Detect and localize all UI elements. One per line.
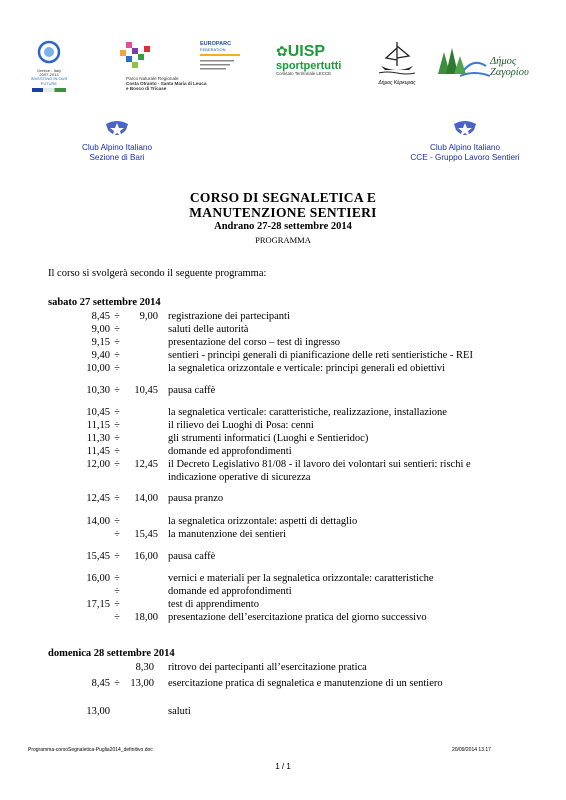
club-left-line1: Club Alpino Italiano xyxy=(81,143,153,152)
europarc-stars-icon xyxy=(200,52,240,74)
time-separator: ÷ xyxy=(114,407,120,418)
intro-text: Il corso si svolgerà secondo il seguente programma: xyxy=(48,268,267,279)
start-time: 9,00 xyxy=(91,324,110,335)
zagori-logo xyxy=(430,44,540,90)
activity-description: saluti xyxy=(168,706,191,717)
activity-description: test di apprendimento xyxy=(168,599,259,610)
time-separator: ÷ xyxy=(114,599,120,610)
kerkyra-logo xyxy=(372,40,422,92)
activity-description: pausa caffè xyxy=(168,385,216,396)
time-separator: ÷ xyxy=(114,586,120,597)
start-time: 11,45 xyxy=(86,446,110,457)
time-separator: ÷ xyxy=(114,446,120,457)
time-separator: ÷ xyxy=(114,551,120,562)
europarc-line2: FEDERATION xyxy=(200,46,226,52)
end-time: 14,00 xyxy=(134,493,158,504)
title-line1: CORSO DI SEGNALETICA E xyxy=(189,190,377,205)
club-left-line2: Sezione di Bari xyxy=(89,152,145,162)
activity-description: domande ed approfondimenti xyxy=(168,446,292,457)
end-time: 9,00 xyxy=(139,311,158,322)
activity-description: esercitazione pratica di segnaletica e manutenzione di un sentiero xyxy=(168,678,443,689)
activity-description: la segnaletica orizzontale e verticale: principi generali ed obiettivi xyxy=(168,363,445,374)
activity-description: registrazione dei partecipanti xyxy=(168,311,290,322)
time-separator: ÷ xyxy=(114,573,120,584)
start-time: 14,00 xyxy=(86,516,110,527)
start-time: 10,45 xyxy=(86,407,110,418)
club-right-line2: CCE - Gruppo Lavoro Sentieri xyxy=(410,152,520,162)
europarc-line1: EUROPARC xyxy=(200,41,232,47)
interreg-line2: 2007-2013 xyxy=(39,72,59,78)
subtitle-programma: PROGRAMMA xyxy=(255,235,311,245)
interreg-swirl-icon xyxy=(26,40,72,64)
time-separator: ÷ xyxy=(114,493,120,504)
interreg-logo xyxy=(26,40,72,96)
footer-filename: Programma-corsoSegnaletica-Puglia2014_definitivo.doc xyxy=(28,747,153,753)
activity-description: domande ed approfondimenti xyxy=(168,586,292,597)
landscape-icon xyxy=(430,44,492,82)
ship-icon xyxy=(377,40,417,76)
time-separator: ÷ xyxy=(114,459,120,470)
start-time: 10,00 xyxy=(86,363,110,374)
cai-emblem-icon xyxy=(104,118,130,140)
activity-description: ritrovo dei partecipanti all’esercitazione pratica xyxy=(168,662,367,673)
uisp-line1: UISP xyxy=(287,43,326,60)
uisp-line3: Comitato Territoriale LECCE xyxy=(276,71,332,77)
activity-description: indicazione operative di sicurezza xyxy=(168,472,311,483)
end-time: 10,45 xyxy=(134,385,158,396)
time-separator: ÷ xyxy=(114,420,120,431)
club-header-left xyxy=(62,118,172,163)
activity-description: pausa caffè xyxy=(168,551,216,562)
club-right-line1: Club Alpino Italiano xyxy=(429,143,501,152)
title-line2: MANUTENZIONE SENTIERI xyxy=(189,205,377,220)
uisp-line2: sportpertutti xyxy=(276,59,342,72)
time-separator: ÷ xyxy=(114,612,120,623)
parco-logo xyxy=(118,42,208,98)
europarc-logo xyxy=(200,42,260,82)
activity-description: il rilievo dei Luoghi di Posa: cenni xyxy=(168,420,314,431)
time-separator: ÷ xyxy=(114,385,120,396)
start-time: 11,15 xyxy=(86,420,110,431)
day-label: sabato 27 settembre 2014 xyxy=(48,297,161,308)
time-separator: ÷ xyxy=(114,529,120,540)
start-time: 9,15 xyxy=(91,337,110,348)
start-time: 15,45 xyxy=(86,551,110,562)
footer-timestamp: 20/09/2014 13.17 xyxy=(452,747,491,753)
start-time: 9,40 xyxy=(91,350,110,361)
activity-description: il Decreto Legislativo 81/08 - il lavoro dei volontari sui sentieri: rischi e xyxy=(168,459,471,470)
end-time: 15,45 xyxy=(134,529,158,540)
parco-mosaic-icon xyxy=(118,42,152,72)
end-time: 16,00 xyxy=(134,551,158,562)
kerkyra-caption: Δήμος Κέρκυρας xyxy=(378,80,416,86)
uisp-logo xyxy=(276,44,356,86)
parco-line1: Parco Naturale Regionale xyxy=(126,76,179,81)
start-time: 8,45 xyxy=(91,678,110,689)
end-time: 12,45 xyxy=(134,459,158,470)
interreg-line1: Greece - Italy xyxy=(36,68,61,73)
activity-description: vernici e materiali per la segnaletica orizzontale: caratteristiche xyxy=(168,573,434,584)
parco-line3: e Bosco di Tricase xyxy=(126,85,167,91)
activity-description: la segnaletica verticale: caratteristiche, realizzazione, installazione xyxy=(168,407,447,418)
start-time: 13,00 xyxy=(86,706,110,717)
activity-description: sentieri - principi generali di pianificazione delle reti sentieristiche - REI xyxy=(168,350,473,361)
time-separator: ÷ xyxy=(114,337,120,348)
activity-description: saluti delle autorità xyxy=(168,324,249,335)
start-time: 16,00 xyxy=(86,573,110,584)
activity-description: la segnaletica orizzontale: aspetti di dettaglio xyxy=(168,516,358,527)
day-label: domenica 28 settembre 2014 xyxy=(48,648,175,659)
zagori-caption: Δήμος Ζαγορίου xyxy=(490,56,529,79)
time-separator: ÷ xyxy=(114,678,120,689)
eu-flag-strip xyxy=(32,88,66,92)
end-time: 18,00 xyxy=(134,612,158,623)
activity-description: pausa pranzo xyxy=(168,493,224,504)
club-header-right xyxy=(385,118,545,163)
date-line: Andrano 27-28 settembre 2014 xyxy=(214,221,352,232)
time-separator: ÷ xyxy=(114,350,120,361)
time-separator: ÷ xyxy=(114,433,120,444)
start-time: 12,45 xyxy=(86,493,110,504)
start-time: 12,00 xyxy=(86,459,110,470)
time-separator: ÷ xyxy=(114,324,120,335)
start-time: 8,45 xyxy=(91,311,110,322)
time-separator: ÷ xyxy=(114,363,120,374)
activity-description: presentazione dell’esercitazione pratica del giorno successivo xyxy=(168,612,427,623)
activity-description: gli strumenti informatici (Luoghi e Sentieridoc) xyxy=(168,433,369,444)
time-separator: ÷ xyxy=(114,516,120,527)
time-separator: ÷ xyxy=(114,311,120,322)
end-time: 8,30 xyxy=(135,662,154,673)
parco-line2: Costa Otranto - Santa Maria di Leuca xyxy=(126,80,207,86)
start-time: 10,30 xyxy=(86,385,110,396)
activity-description: presentazione del corso – test di ingresso xyxy=(168,337,341,348)
start-time: 17,15 xyxy=(86,599,110,610)
end-time: 13,00 xyxy=(130,678,154,689)
uisp-leaf-icon: ✿ xyxy=(276,43,288,59)
start-time: 11,30 xyxy=(86,433,110,444)
cai-emblem-icon xyxy=(452,118,478,140)
interreg-line3: INVESTING IN OUR FUTURE xyxy=(30,76,68,86)
page-number: 1 / 1 xyxy=(275,762,291,771)
activity-description: la manutenzione dei sentieri xyxy=(168,529,287,540)
